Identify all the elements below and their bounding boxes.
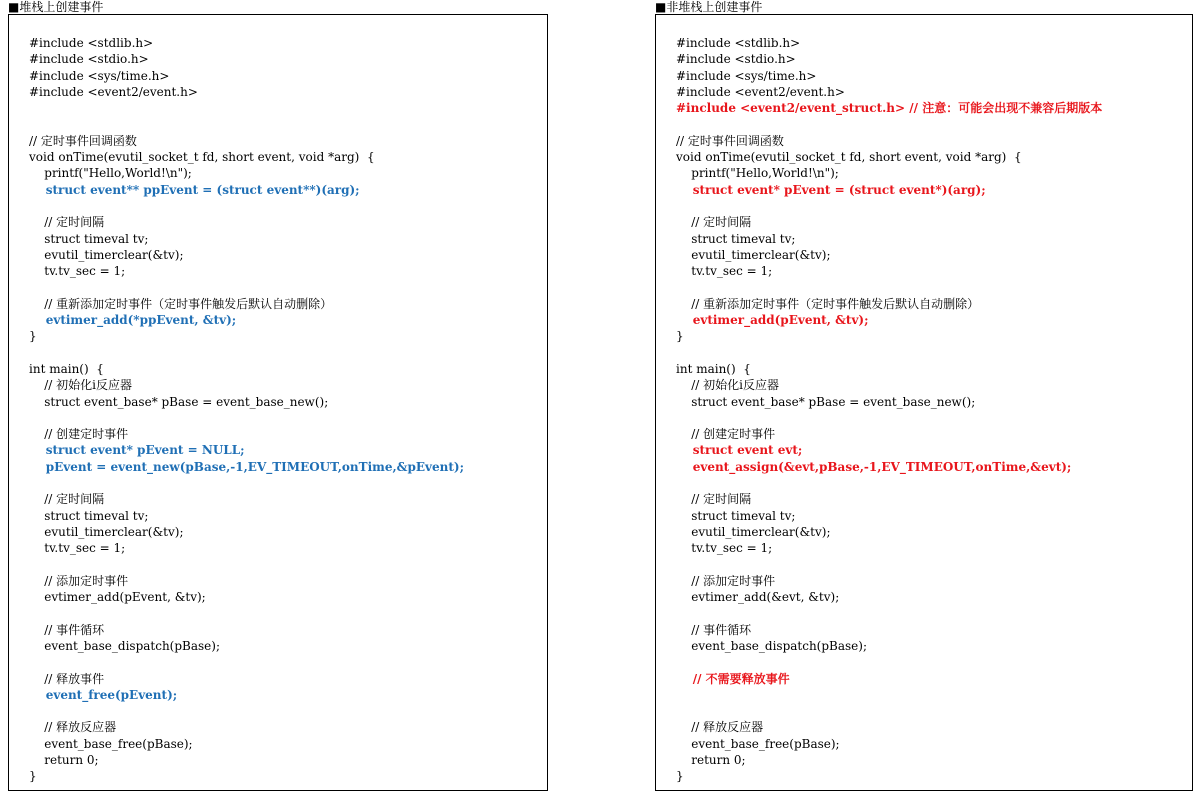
code-block: [29, 35, 464, 785]
code-line: [676, 410, 1102, 426]
code-line: event_base_free(pBase);: [676, 736, 840, 751]
code-line: #include <stdio.h>: [676, 52, 796, 67]
code-line: // 重新添加定时事件（定时事件触发后默认自动删除）: [676, 296, 980, 311]
code-line: [29, 410, 464, 426]
code-line: [29, 605, 464, 621]
code-line: int main() {: [29, 361, 104, 376]
code-line: struct timeval tv;: [676, 508, 796, 523]
code-line: event_free(pEvent);: [29, 687, 178, 702]
code-line: evutil_timerclear(&tv);: [29, 247, 184, 262]
code-line: [676, 279, 1102, 295]
code-line: tv.tv_sec = 1;: [676, 541, 773, 556]
code-line: // 添加定时事件: [676, 573, 776, 588]
code-line: #include <stdlib.h>: [676, 36, 801, 50]
code-line: // 定时间隔: [29, 215, 105, 230]
code-line: // 定时事件回调函数: [676, 133, 784, 148]
code-line: #include <event2/event.h>: [676, 84, 845, 99]
code-line: evtimer_add(pEvent, &tv);: [29, 590, 206, 605]
code-line: [676, 198, 1102, 214]
code-line: [676, 654, 1102, 670]
code-line: [29, 654, 464, 670]
code-line: [29, 557, 464, 573]
code-line: struct event* pEvent = (struct event*)(arg);: [676, 182, 986, 197]
code-line: struct event evt;: [676, 443, 803, 458]
code-line: // 释放反应器: [676, 720, 764, 735]
code-line: struct event_base* pBase = event_base_new();: [29, 394, 329, 409]
code-line: tv.tv_sec = 1;: [29, 264, 126, 279]
code-line: [29, 198, 464, 214]
code-line: struct timeval tv;: [29, 231, 149, 246]
code-line: event_assign(&evt,pBase,-1,EV_TIMEOUT,onTime,&evt);: [676, 459, 1072, 474]
code-line: // 释放事件: [29, 671, 105, 686]
code-line: // 定时间隔: [676, 215, 752, 230]
code-line: }: [676, 329, 684, 344]
panel-non-stack: [655, 0, 1193, 797]
code-line: // 添加定时事件: [29, 573, 129, 588]
code-line: #include <stdlib.h>: [29, 36, 154, 50]
panel-title: ■堆栈上创建事件: [8, 0, 104, 14]
code-line: evtimer_add(*ppEvent, &tv);: [29, 313, 237, 328]
code-line: struct timeval tv;: [29, 508, 149, 523]
code-line: struct event_base* pBase = event_base_new();: [676, 394, 976, 409]
code-line: // 释放反应器: [29, 720, 117, 735]
panel-stack: [8, 0, 548, 797]
code-line: void onTime(evutil_socket_t fd, short event, void *arg) {: [676, 150, 1022, 165]
code-line: printf("Hello,World!\n");: [29, 166, 192, 181]
code-line: pEvent = event_new(pBase,-1,EV_TIMEOUT,onTime,&pEvent);: [29, 459, 465, 474]
code-line: evtimer_add(pEvent, &tv);: [676, 313, 869, 328]
code-line: #include <event2/event.h>: [29, 84, 198, 99]
code-line: event_base_dispatch(pBase);: [676, 638, 867, 653]
code-line: [676, 605, 1102, 621]
code-line: struct timeval tv;: [676, 231, 796, 246]
code-line: [29, 475, 464, 491]
code-block: [676, 35, 1102, 785]
code-line: event_base_free(pBase);: [29, 736, 193, 751]
code-line: // 创建定时事件: [676, 427, 776, 442]
code-line: #include <sys/time.h>: [676, 68, 817, 83]
code-line: // 事件循环: [676, 622, 752, 637]
code-line: struct event* pEvent = NULL;: [29, 443, 245, 458]
code-line: [676, 475, 1102, 491]
code-line: struct event** ppEvent = (struct event**)(arg);: [29, 182, 360, 197]
code-line: }: [676, 769, 684, 784]
code-line: [676, 345, 1102, 361]
code-line: // 创建定时事件: [29, 427, 129, 442]
code-line: [676, 687, 1102, 703]
code-line: [29, 116, 464, 132]
code-line: [29, 100, 464, 116]
code-line: void onTime(evutil_socket_t fd, short event, void *arg) {: [29, 150, 375, 165]
code-line: [676, 557, 1102, 573]
code-box: [8, 14, 548, 791]
code-line: // 事件循环: [29, 622, 105, 637]
code-line: evutil_timerclear(&tv);: [676, 524, 831, 539]
code-line: // 定时间隔: [29, 492, 105, 507]
code-line: [29, 703, 464, 719]
code-box: [655, 14, 1193, 791]
code-line: }: [29, 769, 37, 784]
code-line: // 初始化i反应器: [676, 378, 779, 393]
code-line: evutil_timerclear(&tv);: [676, 247, 831, 262]
code-line: // 定时事件回调函数: [29, 133, 137, 148]
code-line: // 初始化i反应器: [29, 378, 132, 393]
code-line: tv.tv_sec = 1;: [29, 541, 126, 556]
code-line: return 0;: [676, 753, 746, 768]
code-line: [29, 345, 464, 361]
code-line: #include <stdio.h>: [29, 52, 149, 67]
code-line: return 0;: [29, 753, 99, 768]
code-line: [676, 116, 1102, 132]
code-line: // 定时间隔: [676, 492, 752, 507]
code-line: #include <sys/time.h>: [29, 68, 170, 83]
code-line: evtimer_add(&evt, &tv);: [676, 590, 840, 605]
code-line: [676, 703, 1102, 719]
code-line: evutil_timerclear(&tv);: [29, 524, 184, 539]
code-line: // 不需要释放事件: [676, 671, 790, 686]
code-line: event_base_dispatch(pBase);: [29, 638, 220, 653]
code-line: printf("Hello,World!\n");: [676, 166, 839, 181]
code-line: // 重新添加定时事件（定时事件触发后默认自动删除）: [29, 296, 333, 311]
code-line: #include <event2/event_struct.h> // 注意：可能会出现不兼容后期版本: [676, 101, 1103, 116]
code-line: }: [29, 329, 37, 344]
panel-title: ■非堆栈上创建事件: [655, 0, 763, 14]
code-line: [29, 279, 464, 295]
code-line: int main() {: [676, 361, 751, 376]
code-line: tv.tv_sec = 1;: [676, 264, 773, 279]
